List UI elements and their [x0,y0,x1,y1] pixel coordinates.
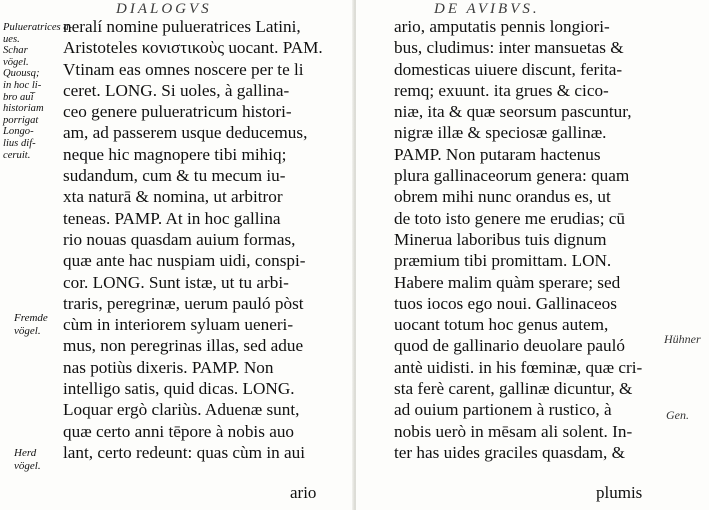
text-line: domesticas uiuere discunt, ferita- [394,59,623,79]
marginal-note-line: bro aui̅ [3,91,34,103]
marginal-note-pulueratrices [3,22,72,161]
text-line: quæ certo anni tēpore à nobis auo [63,421,295,441]
text-line: Loquar ergò clariùs. Aduenæ sunt, [63,400,300,420]
text-line: sudandum, cum & tu mecum iu- [63,166,286,186]
marginal-note-line: vögel. [3,56,29,68]
text-line: nobis uerò in mēsam ali solent. In- [394,421,633,441]
text-line: plura gallinaceorum genera: quam [394,166,630,186]
marginal-note-line: ceruit. [3,149,31,161]
text-line: antè uidisti. in his fœminæ, quæ cri- [394,357,643,377]
text-line: cùm in interiorem syluam ueneri- [63,315,294,335]
text-line: teneas. PAMP. At in hoc gallina [63,208,281,228]
marginal-note-line: Longo- [3,126,34,138]
text-line: quod de gallinario deuolare pauló [394,336,625,356]
text-line: neralí nomine pulueratrices Latini, [63,17,301,36]
marginal-note-herd-voegel [14,447,41,473]
text-line: Vtinam eas omnes noscere per te li [63,59,304,79]
text-line: Minerua laboribus tuis dignum [394,229,607,249]
text-line: uocant totum hoc genus autem, [394,315,609,335]
text-line: præmium tibi promittam. LON. [394,251,612,271]
text-line: neque hic magnopere tibi mihiq; [63,144,287,164]
catchword-left: ario [290,483,317,502]
right-page [356,0,709,510]
text-line: cor. LONG. Sunt istæ, ut tu arbi- [63,272,289,292]
marginal-note-line: vögel. [14,325,41,337]
handwritten-note-huehner: Hühner [664,332,701,346]
text-line: ter has uides graciles quasdam, & [394,442,626,462]
text-line: ario, amputatis pennis longiori- [394,17,610,36]
marginal-note-line: ues. [3,33,20,45]
text-line: nas potiùs dixeris. PAMP. Non [63,357,274,377]
text-line: remq; exuunt. ita grues & cico- [394,80,609,100]
text-line: tuos iocos ego noui. Gallinaceos [394,293,617,313]
marginal-note-line: Herd [14,447,37,459]
text-line: traris, peregrinæ, uerum pauló pòst [63,293,304,313]
marginal-note-line: vögel. [14,460,41,472]
catchword-right: plumis [596,483,643,502]
right-page-text [394,16,664,463]
running-head-right: DE AVIBVS. [434,1,540,17]
text-line: niæ, ita & quæ seorsum pascuntur, [394,102,632,122]
text-line: Habere malim quàm sperare; sed [394,272,621,292]
marginal-note-fremde-voegel [14,312,48,338]
marginal-note-line: Quousq; [3,68,40,80]
left-page [0,0,354,510]
text-line: intelligo satis, quid dicas. LONG. [63,379,295,399]
text-line: bus, cludimus: inter mansuetas & [394,38,624,58]
text-line: obrem mihi nunc orandus es, ut [394,187,611,207]
marginal-note-line: Schar [3,45,28,57]
running-head-left: DIALOGVS [116,1,212,17]
marginal-note-line: porrigat [3,114,39,126]
text-line: rio nouas quasdam auium formas, [63,229,296,249]
text-line: ceo genere pulueratricum histori- [63,102,292,122]
text-line: Aristoteles κονιστικοὺς uocant. PAM. [63,38,323,58]
handwritten-note-gen: Gen. [666,408,689,422]
text-line: nigræ illæ & speciosæ gallinæ. [394,123,607,143]
marginal-note-line: in hoc li- [3,79,42,91]
text-line: sta ferè carent, gallinæ dicuntur, & [394,379,633,399]
text-line: lant, certo redeunt: quas cùm in aui [63,442,305,462]
text-line: PAMP. Non putaram hactenus [394,144,601,164]
marginal-note-line: historiam [3,103,44,115]
text-line: ad ouium partionem à rustico, à [394,400,612,420]
marginal-note-line: Pulueratrices a- [3,22,73,33]
text-line: de toto isto genere me erudias; cū [394,208,625,228]
text-line: am, ad passerem usque deducemus, [63,123,308,143]
left-page-text [63,16,343,463]
text-line: quæ ante hac nuspiam uidi, conspi- [63,251,306,271]
marginal-note-line: lius dif- [3,137,36,149]
text-line: xta naturā & nomina, ut arbitror [63,187,283,207]
text-line: ceret. LONG. Si uoles, à gallina- [63,80,290,100]
text-line: mus, non peregrinas illas, sed adue [63,336,304,356]
marginal-note-line: Fremde [14,312,48,324]
